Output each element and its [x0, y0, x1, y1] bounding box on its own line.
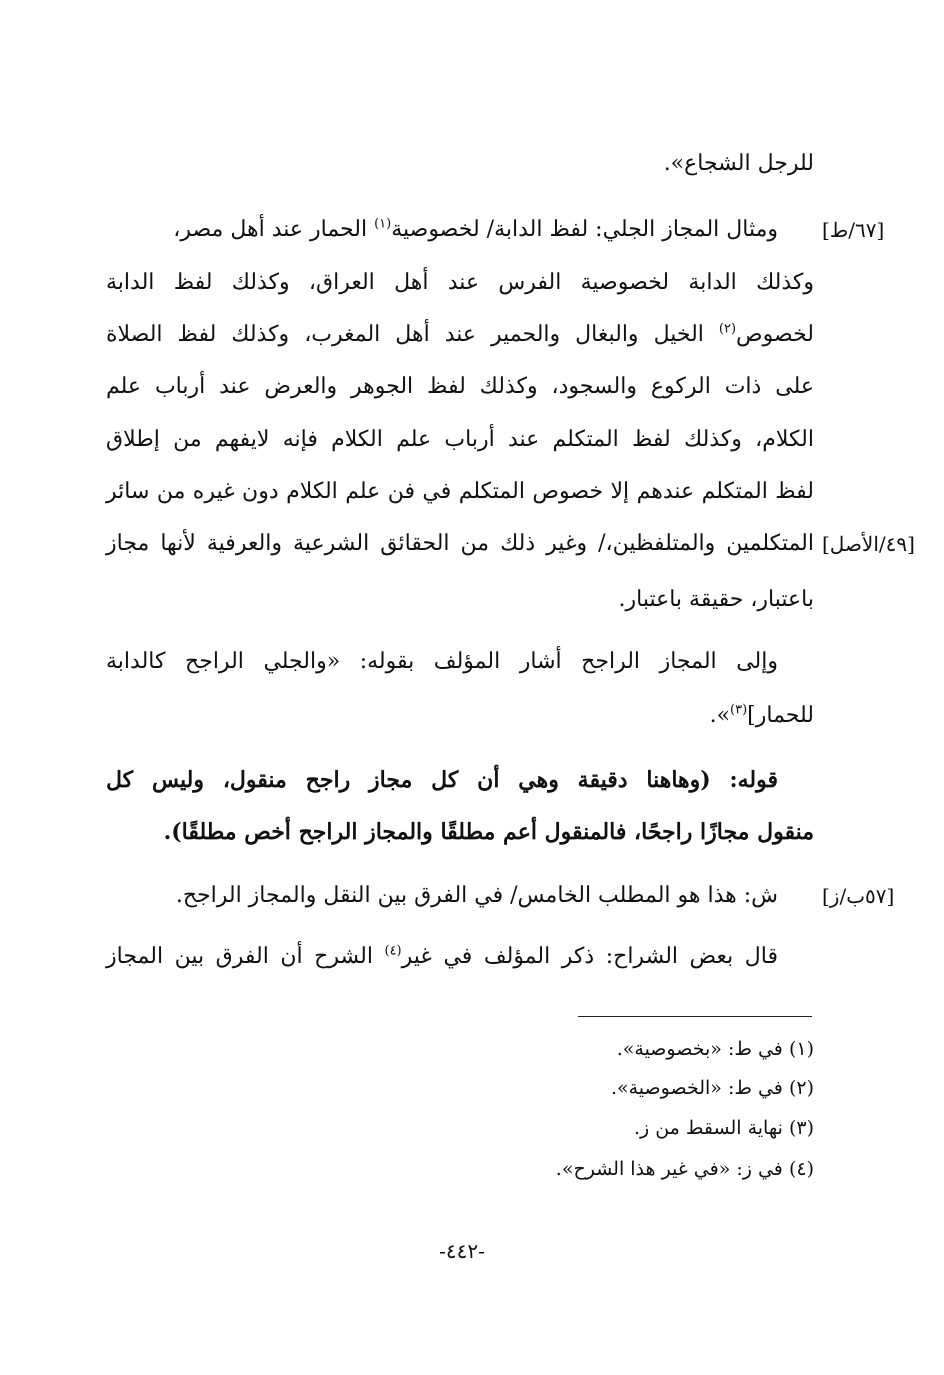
body-line-4-tail: الخيل والبغال والحمير عند أهل المغرب، وكذلك لفظ الصلاة [106, 322, 719, 347]
body-line-11-tail: ». [709, 703, 731, 728]
body-line-4-head: لخصوص [736, 322, 814, 347]
footnote-4-number: (٤) [788, 1158, 814, 1180]
page-number: -٤٤٢- [439, 1239, 485, 1263]
body-line-2-text: ومثال المجاز الجلي: لفظ الدابة/ لخصوصية [391, 217, 778, 242]
body-line-3: وكذلك الدابة لخصوصية الفرس عند أهل العراق، وكذلك لفظ الدابة [106, 270, 814, 295]
body-line-15 [106, 937, 778, 977]
commentary-quote-line-1: قوله: (وهاهنا دقيقة وهي أن كل مجاز راجح منقول، وليس كل [106, 767, 778, 793]
body-line-8: المتكلمين والمتلفظين،/ وغير ذلك من الحقائق الشرعية والعرفية لأنها مجاز [106, 531, 814, 556]
footnote-2 [414, 1071, 814, 1105]
footnote-ref-1: (١) [374, 216, 392, 232]
margin-ref-t67: [٦٧/ط] [822, 218, 885, 242]
footnote-separator [578, 1016, 812, 1017]
body-line-7: لفظ المتكلم عندهم إلا خصوص المتكلم في فن علم الكلام دون غيره من سائر [106, 479, 814, 504]
body-line-2-tail: الحمار عند أهل مصر، [173, 217, 375, 242]
footnote-ref-4: (٤) [384, 943, 402, 959]
footnote-2-number: (٢) [788, 1077, 814, 1099]
body-line-4 [106, 315, 814, 355]
body-line-1: للرجل الشجاع». [663, 151, 814, 176]
footnote-1-text: في ط: «بخصوصية». [616, 1038, 783, 1060]
body-line-15-head: قال بعض الشراح: ذكر المؤلف في غير [401, 944, 778, 969]
margin-ref-asl49: [٤٩/الأصل] [822, 532, 915, 556]
body-line-14: ش: هذا هو المطلب الخامس/ في الفرق بين النقل والمجاز الراجح. [175, 883, 778, 908]
body-line-11 [106, 696, 814, 736]
body-line-11-head: للحمار] [747, 703, 814, 728]
footnote-ref-2: (٢) [718, 321, 737, 337]
body-line-5: على ذات الركوع والسجود، وكذلك لفظ الجوهر والعرض عند أرباب علم [106, 374, 814, 399]
footnote-4 [414, 1152, 814, 1186]
footnote-ref-3: (٣) [730, 702, 748, 718]
footnote-4-text: في ز: «في غير هذا الشرح». [555, 1158, 783, 1180]
body-line-15-tail: الشرح أن الفرق بين المجاز [106, 944, 385, 969]
body-line-2 [106, 210, 778, 250]
footnote-3 [414, 1111, 814, 1145]
body-line-10: وإلى المجاز الراجح أشار المؤلف بقوله: «والجلي الراجح كالدابة [106, 649, 778, 674]
footnote-1-number: (١) [788, 1038, 814, 1060]
margin-ref-z57b: [٥٧ب/ز] [822, 884, 895, 908]
body-line-9: باعتبار، حقيقة باعتبار. [618, 587, 814, 612]
footnote-3-text: نهاية السقط من ز. [633, 1117, 783, 1139]
commentary-quote-line-2: منقول مجازًا راجحًا، فالمنقول أعم مطلقًا والمجاز الراجح أخص مطلقًا). [163, 819, 814, 845]
footnote-3-number: (٣) [788, 1117, 814, 1139]
footnote-2-text: في ط: «الخصوصية». [610, 1077, 783, 1099]
body-line-6: الكلام، وكذلك لفظ المتكلم عند أرباب علم الكلام فإنه لايفهم من إطلاق [106, 427, 814, 452]
footnote-1 [414, 1032, 814, 1066]
